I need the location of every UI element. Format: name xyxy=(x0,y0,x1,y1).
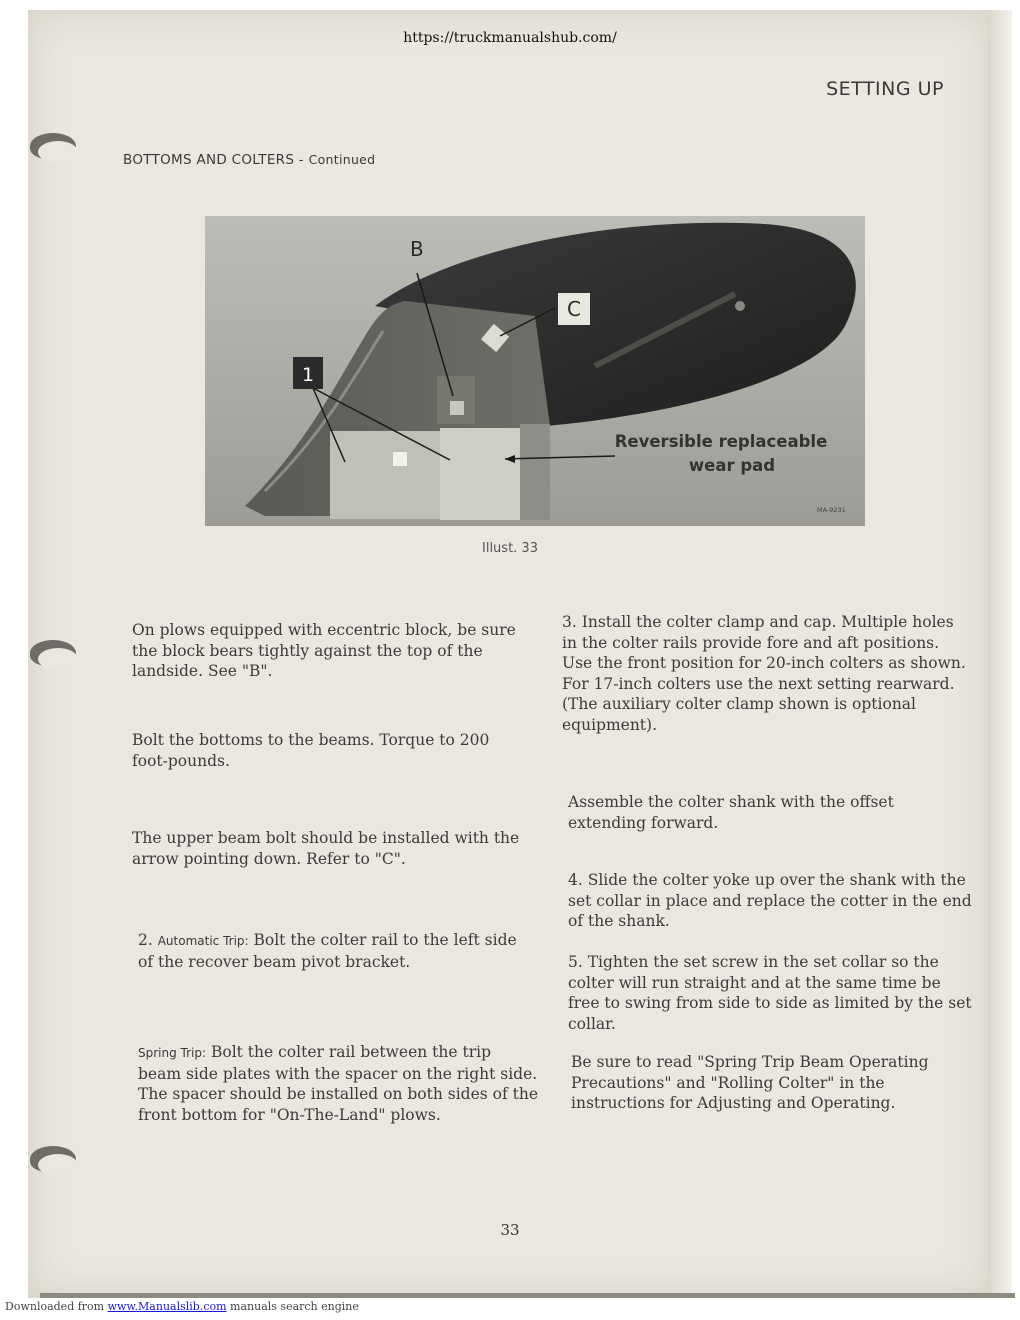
paragraph-text: Bolt the colter rail to the left side of the recover beam pivot bracket. xyxy=(138,931,517,971)
manualslib-link[interactable]: www.Manualslib.com xyxy=(107,1300,227,1313)
left-paragraph-1: On plows equipped with eccentric block, be sure the block bears tightly against the top of the landside. See "B". xyxy=(132,621,516,680)
download-footer xyxy=(5,1300,359,1313)
subheading-continued: Continued xyxy=(308,152,376,167)
section-title: SETTING UP xyxy=(826,78,944,100)
label-1: 1 xyxy=(301,364,315,386)
wear-pad-rear xyxy=(440,428,520,520)
binder-hole xyxy=(30,133,76,159)
header-url[interactable]: https://truckmanualshub.com/ xyxy=(403,30,617,46)
footer-prefix: Downloaded from xyxy=(5,1300,108,1313)
rail-bolt xyxy=(735,301,745,311)
step-number: 2. xyxy=(138,931,158,949)
page-edge xyxy=(988,10,1012,1295)
eccentric-block xyxy=(437,376,475,424)
right-paragraph-1: 3. Install the colter clamp and cap. Multiple holes in the colter rails provide fore and aft positions. Use the front position for 20-inch colters as shown. For 17-inch colters use the next setting rearward. (The auxiliary colter clamp shown is optional equipment). xyxy=(562,613,966,734)
left-paragraph-3: The upper beam bolt should be installed with the arrow pointing down. Refer to "C". xyxy=(132,829,520,868)
subheading-main: BOTTOMS AND COLTERS - xyxy=(123,152,309,168)
callout-line-1: Reversible replaceable xyxy=(614,432,828,451)
landside xyxy=(520,424,550,520)
page-number: 33 xyxy=(500,1221,520,1239)
wear-pad-front xyxy=(330,431,440,519)
footer-suffix: manuals search engine xyxy=(226,1300,359,1313)
block-bolt xyxy=(450,401,464,415)
run-in-heading: Spring Trip: xyxy=(138,1046,207,1060)
label-b: B xyxy=(410,237,424,261)
page-bottom-edge xyxy=(40,1293,1015,1298)
label-c: C xyxy=(567,297,581,321)
plow-bottom-photo xyxy=(205,216,865,526)
left-paragraph-4 xyxy=(138,930,528,972)
part-number: MA-9231 xyxy=(817,506,846,514)
callout-line-2: wear pad xyxy=(688,456,776,475)
right-paragraph-2: Assemble the colter shank with the offset extending forward. xyxy=(568,793,894,832)
left-paragraph-2: Bolt the bottoms to the beams. Torque to 200 foot-pounds. xyxy=(132,731,490,770)
binder-hole xyxy=(30,1146,76,1172)
figure-caption: Illust. 33 xyxy=(482,541,538,556)
right-paragraph-4: 5. Tighten the set screw in the set collar so the colter will run straight and at the same time be free to swing from side to side as limited by the set collar. xyxy=(568,953,972,1033)
right-paragraph-3: 4. Slide the colter yoke up over the shank with the set collar in place and replace the cotter in the end of the shank. xyxy=(568,871,972,930)
subheading xyxy=(123,152,375,168)
binder-hole xyxy=(30,640,76,666)
paragraph-text: Bolt the colter rail between the trip beam side plates with the spacer on the right side. The spacer should be installed on both sides of the front bottom for "On-The-Land" plows. xyxy=(138,1043,539,1124)
wear-pad-bolt xyxy=(393,452,407,466)
left-paragraph-5 xyxy=(138,1042,538,1125)
run-in-heading: Automatic Trip: xyxy=(157,934,249,948)
right-paragraph-5: Be sure to read "Spring Trip Beam Operating Precautions" and "Rolling Colter" in the instructions for Adjusting and Operating. xyxy=(571,1053,929,1112)
